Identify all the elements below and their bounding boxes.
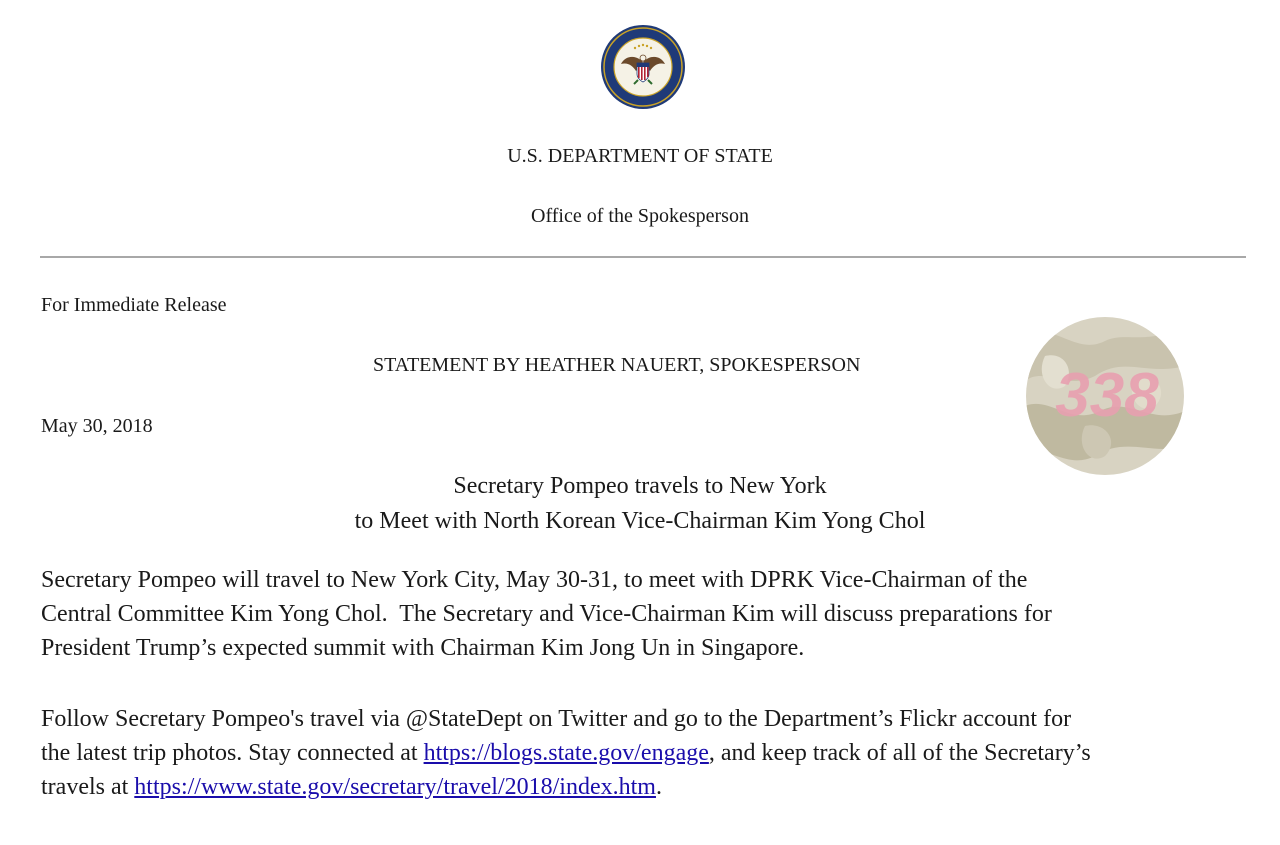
paragraph-2-line-3-start: travels at <box>41 774 135 800</box>
paragraph-1-line-3: President Trump’s expected summit with Chairman Kim Jong Un in Singapore. <box>41 635 805 661</box>
paragraph-2-line-1: Follow Secretary Pompeo's travel via @StateDept on Twitter and go to the Department’s Flickr account for <box>41 706 1072 732</box>
header-divider <box>40 256 1246 258</box>
paragraph-2-line-2-start: the latest trip photos. Stay connected at <box>41 740 424 766</box>
paragraph-1-line-1: Secretary Pompeo will travel to New York City, May 30-31, to meet with DPRK Vice-Chairman of the <box>41 567 1028 593</box>
paragraph-2-line-2-end: , and keep track of all of the Secretary’s <box>708 740 1091 766</box>
watermark-number: 338 <box>1055 361 1159 430</box>
camouflage-badge-icon <box>1025 316 1185 476</box>
watermark-badge <box>1025 316 1185 476</box>
paragraph-1-line-2: Central Committee Kim Yong Chol. The Secretary and Vice-Chairman Kim will discuss preparations for <box>41 601 1052 627</box>
body-paragraph-2 <box>41 702 1256 804</box>
paragraph-2-line-3-end: . <box>655 774 662 800</box>
paragraph-2-line-3 <box>41 770 1256 804</box>
department-seal <box>600 24 686 110</box>
headline-line-2: to Meet with North Korean Vice-Chairman Kim Yong Chol <box>354 508 926 534</box>
office-name: Office of the Spokesperson <box>531 205 749 227</box>
statement-heading: STATEMENT BY HEATHER NAUERT, SPOKESPERSON <box>373 354 861 376</box>
body-paragraph-1 <box>41 563 1256 665</box>
blogs-engage-link[interactable]: https://blogs.state.gov/engage <box>423 740 709 766</box>
paragraph-2-line-2 <box>41 736 1256 770</box>
seal-emblem-icon <box>600 24 686 110</box>
release-date: May 30, 2018 <box>41 415 153 437</box>
department-name: U.S. DEPARTMENT OF STATE <box>507 145 773 167</box>
headline <box>0 469 1280 539</box>
release-label: For Immediate Release <box>41 294 227 316</box>
headline-line-1: Secretary Pompeo travels to New York <box>453 473 827 499</box>
secretary-travel-link[interactable]: https://www.state.gov/secretary/travel/2018/index.htm <box>134 774 656 800</box>
